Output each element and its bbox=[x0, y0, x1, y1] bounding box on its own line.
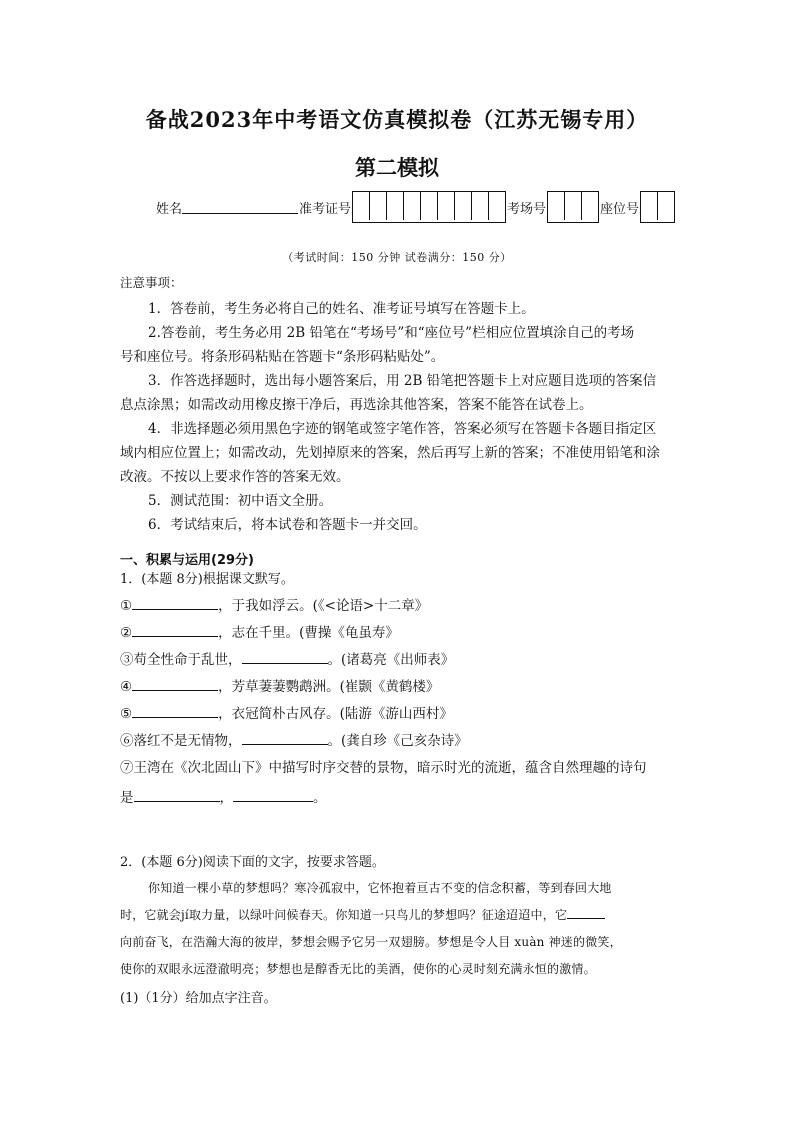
answer-blank[interactable] bbox=[242, 651, 328, 664]
question-1-stem: 1．(本题 8分)根据课文默写。 bbox=[120, 572, 294, 587]
exam-title: 备战2023年中考语文仿真模拟卷（江苏无锡专用） bbox=[145, 107, 649, 132]
answer-blank[interactable] bbox=[132, 678, 218, 691]
recitation-item-7-line2 bbox=[120, 786, 327, 806]
passage-line: 你知道一棵小草的梦想吗？寒冷孤寂中，它怀抱着亘古不变的信念积蓄，等到春回大地 bbox=[148, 881, 612, 895]
answer-blank[interactable] bbox=[567, 906, 605, 919]
answer-blank[interactable] bbox=[132, 624, 218, 637]
note-line: 2.答卷前，考生务必用 2B 铅笔在“考场号”和“座位号”栏相应位置填涂自己的考场 bbox=[148, 325, 635, 341]
name-label: 姓名 bbox=[156, 201, 183, 217]
note-line: 5．测试范围：初中语文全册。 bbox=[148, 493, 333, 509]
notes-heading: 注意事项： bbox=[120, 275, 183, 290]
answer-blank[interactable] bbox=[134, 789, 220, 802]
passage-text: 时，它就会jí取力量，以绿叶问候春天。你知道一只鸟儿的梦想吗？征途迢迢中，它 bbox=[120, 908, 568, 922]
note-line: 4．非选择题必须用黑色字迹的钢笔或签字笔作答，答案必须写在答题卡各题目指定区 bbox=[148, 421, 657, 437]
item-suffix: ，衣冠简朴古风存。(陆游《游山西村》 bbox=[218, 706, 453, 722]
item-suffix: 。(龚自珍《己亥杂诗》 bbox=[327, 733, 468, 749]
note-line: 改液。不按以上要求作答的答案无效。 bbox=[120, 469, 350, 485]
ticket-label: 准考证号 bbox=[299, 201, 352, 217]
note-line: 1．答卷前，考生务必将自己的姓名、准考证号填写在答题卡上。 bbox=[148, 301, 535, 317]
recitation-item bbox=[120, 621, 399, 641]
section-heading: 一、积累与运用(29分) bbox=[120, 553, 254, 568]
exam-time-info: （考试时间：150 分钟 试卷满分：150 分） bbox=[282, 251, 512, 264]
item-separator: ， bbox=[219, 790, 233, 806]
name-field[interactable] bbox=[182, 201, 298, 214]
ticket-number-boxes[interactable] bbox=[352, 191, 506, 223]
answer-blank[interactable] bbox=[132, 597, 218, 610]
item-suffix: ，于我如浮云。(《<论语>十二章》 bbox=[218, 598, 429, 614]
item-prefix: ② bbox=[120, 625, 133, 641]
item-prefix: ③苟全性命于乱世， bbox=[120, 652, 242, 668]
question-2-sub1: (1)（1分）给加点字注音。 bbox=[120, 991, 277, 1006]
recitation-item bbox=[120, 648, 454, 668]
recitation-item bbox=[120, 702, 453, 722]
item-prefix: 是 bbox=[120, 790, 134, 806]
recitation-item bbox=[120, 729, 468, 749]
answer-blank[interactable] bbox=[132, 705, 218, 718]
item-suffix: 。 bbox=[313, 790, 327, 806]
candidate-info-row bbox=[156, 191, 676, 223]
room-label: 考场号 bbox=[507, 201, 547, 217]
item-prefix: ⑥落红不是无情物， bbox=[120, 733, 242, 749]
item-suffix: ，芳草萋萋鹦鹉洲。(崔颢《黄鹤楼》 bbox=[218, 679, 440, 695]
recitation-item bbox=[120, 675, 439, 695]
note-line: 号和座位号。将条形码粘贴在答题卡“条形码粘贴处”。 bbox=[120, 349, 445, 365]
recitation-item-7-line1: ⑦王湾在《次北固山下》中描写时序交替的景物，暗示时光的流逝，蕴含自然理趣的诗句 bbox=[120, 760, 647, 776]
seat-number-boxes[interactable] bbox=[640, 191, 675, 223]
passage-line bbox=[120, 906, 605, 923]
answer-blank[interactable] bbox=[233, 789, 313, 802]
item-suffix: 。(诸葛亮《出师表》 bbox=[327, 652, 455, 668]
seat-label: 座位号 bbox=[600, 201, 640, 217]
passage-line: 使你的双眼永远澄澈明亮；梦想也是醇香无比的美酒，使你的心灵时刻充满永恒的激情。 bbox=[120, 962, 596, 976]
note-line: 6．考试结束后，将本试卷和答题卡一并交回。 bbox=[148, 517, 427, 533]
note-line: 息点涂黑；如需改动用橡皮擦干净后，再选涂其他答案，答案不能答在试卷上。 bbox=[120, 397, 593, 413]
item-prefix: ① bbox=[120, 598, 133, 614]
question-2-stem: 2．(本题 6分)阅读下面的文字，按要求答题。 bbox=[120, 855, 385, 870]
item-suffix: ，志在千里。(曹操《龟虽寿》 bbox=[218, 625, 399, 641]
passage-line: 向前奋飞，在浩瀚大海的彼岸，梦想会赐予它另一双翅膀。梦想是令人目 xuàn 神迷的微笑， bbox=[120, 935, 622, 949]
item-prefix: ④ bbox=[120, 679, 133, 695]
room-number-boxes[interactable] bbox=[547, 191, 599, 223]
recitation-item bbox=[120, 594, 428, 614]
note-line: 3．作答选择题时，选出每小题答案后，用 2B 铅笔把答题卡上对应题目选项的答案信 bbox=[148, 373, 657, 389]
note-line: 域内相应位置上；如需改动，先划掉原来的答案，然后再写上新的答案；不准使用铅笔和涂 bbox=[120, 445, 660, 461]
item-prefix: ⑤ bbox=[120, 706, 133, 722]
exam-subtitle: 第二模拟 bbox=[355, 155, 439, 180]
answer-blank[interactable] bbox=[242, 732, 328, 745]
